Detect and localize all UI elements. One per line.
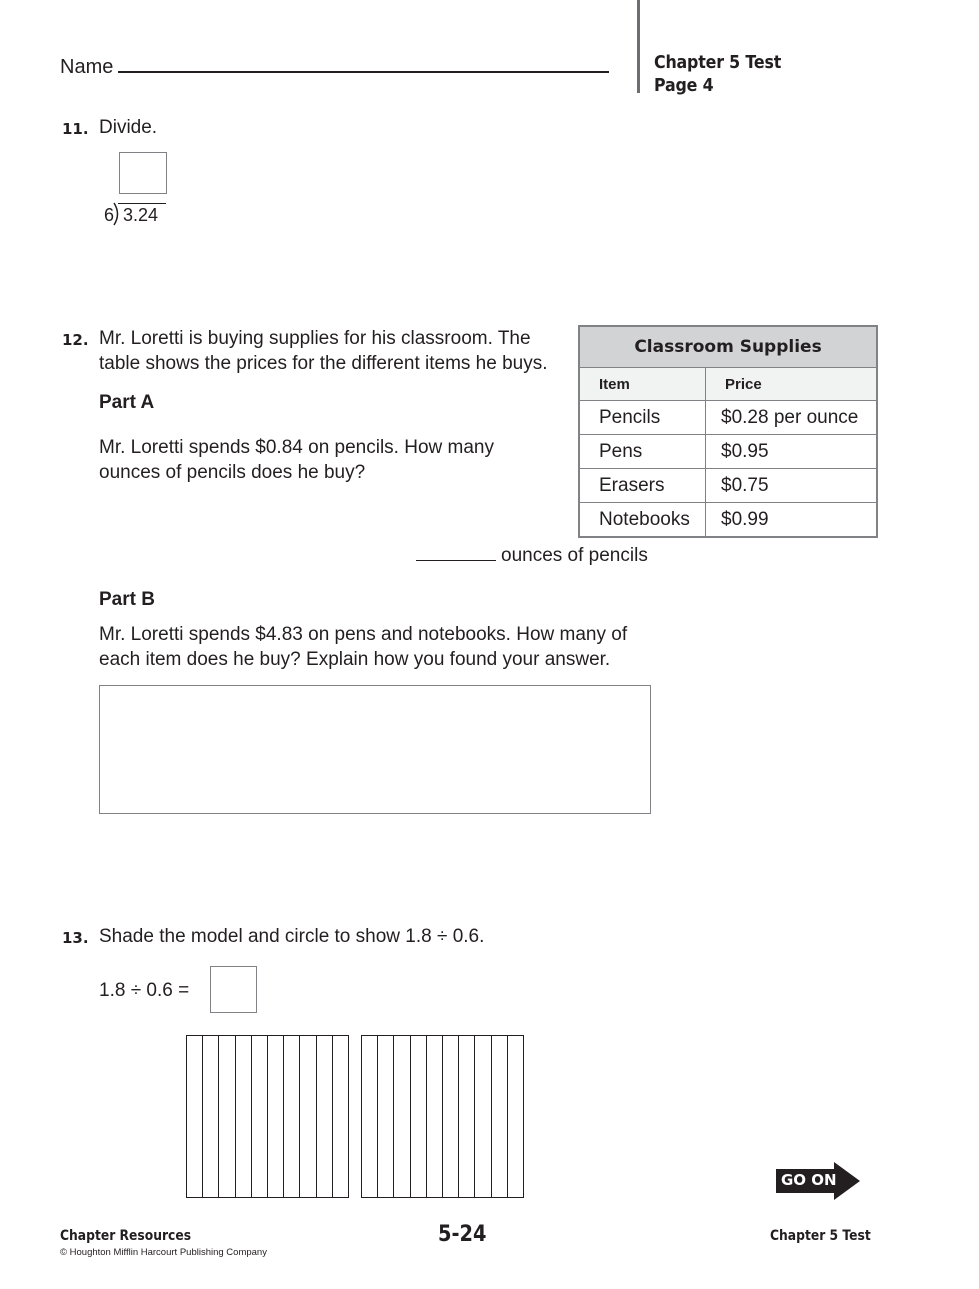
footer-copyright: © Houghton Mifflin Harcourt Publishing Company xyxy=(60,1247,267,1258)
model-column[interactable] xyxy=(492,1036,508,1197)
model-column[interactable] xyxy=(187,1036,203,1197)
model-column[interactable] xyxy=(508,1036,523,1197)
table-row xyxy=(579,469,877,503)
model-column[interactable] xyxy=(443,1036,459,1197)
part-a-title: Part A xyxy=(99,392,155,413)
part-b-line2: each item does he buy? Explain how you found your answer. xyxy=(99,649,611,670)
question-12-line1: Mr. Loretti is buying supplies for his classroom. The xyxy=(99,328,531,349)
question-11-prompt: Divide. xyxy=(99,117,158,138)
model-column[interactable] xyxy=(219,1036,235,1197)
model-column[interactable] xyxy=(203,1036,219,1197)
model-column[interactable] xyxy=(333,1036,348,1197)
q13-answer-box[interactable] xyxy=(210,966,257,1013)
q13-equation: 1.8 ÷ 0.6 = xyxy=(99,980,190,1001)
model-column[interactable] xyxy=(427,1036,443,1197)
price-cell: $0.99 xyxy=(706,503,878,538)
question-12-number: 12. xyxy=(62,331,89,349)
model-column[interactable] xyxy=(459,1036,475,1197)
model-column[interactable] xyxy=(268,1036,284,1197)
part-a-line1: Mr. Loretti spends $0.84 on pencils. How many xyxy=(99,437,494,458)
name-field[interactable] xyxy=(118,71,609,73)
table-row xyxy=(579,401,877,435)
footer-chapter-test: Chapter 5 Test xyxy=(770,1228,871,1244)
model-column[interactable] xyxy=(300,1036,316,1197)
item-cell: Pencils xyxy=(579,401,706,435)
part-b-line1: Mr. Loretti spends $4.83 on pens and notebooks. How many of xyxy=(99,624,628,645)
model-column[interactable] xyxy=(317,1036,333,1197)
name-label: Name xyxy=(60,56,114,78)
q11-divisor: 6 xyxy=(104,205,115,225)
footer-chapter-resources: Chapter Resources xyxy=(60,1228,192,1244)
item-cell: Pens xyxy=(579,435,706,469)
item-cell: Erasers xyxy=(579,469,706,503)
part-a-answer-line[interactable] xyxy=(416,560,496,561)
question-12-line2: table shows the prices for the different items he buys. xyxy=(99,353,548,374)
price-cell: $0.28 per ounce xyxy=(706,401,878,435)
part-b-title: Part B xyxy=(99,589,155,610)
part-a-line2: ounces of pencils does he buy? xyxy=(99,462,366,483)
model-column[interactable] xyxy=(411,1036,427,1197)
model-column[interactable] xyxy=(475,1036,491,1197)
model-column[interactable] xyxy=(236,1036,252,1197)
item-cell: Notebooks xyxy=(579,503,706,538)
model-column[interactable] xyxy=(394,1036,410,1197)
chapter-title: Chapter 5 Test xyxy=(654,52,782,73)
page-number: 5-24 xyxy=(438,1222,487,1247)
table-row xyxy=(579,435,877,469)
q11-answer-box[interactable] xyxy=(119,152,167,194)
decimal-model-1[interactable] xyxy=(186,1035,349,1198)
question-13-number: 13. xyxy=(62,929,89,947)
part-b-answer-box[interactable] xyxy=(99,685,651,814)
question-13-prompt: Shade the model and circle to show 1.8 ÷ 0.6. xyxy=(99,926,485,947)
header-divider xyxy=(637,0,640,93)
price-cell: $0.75 xyxy=(706,469,878,503)
q11-dividend: 3.24 xyxy=(123,205,159,225)
page-label: Page 4 xyxy=(654,75,714,96)
model-column[interactable] xyxy=(252,1036,268,1197)
column-header-item: Item xyxy=(579,368,706,401)
question-11-number: 11. xyxy=(62,120,89,138)
table-row xyxy=(579,503,877,538)
go-on-label: GO ON xyxy=(781,1171,837,1189)
table-title: Classroom Supplies xyxy=(579,326,877,368)
classroom-supplies-table xyxy=(578,325,878,538)
column-header-price: Price xyxy=(706,368,878,401)
part-a-answer-suffix: ounces of pencils xyxy=(501,545,648,566)
model-column[interactable] xyxy=(362,1036,378,1197)
price-cell: $0.95 xyxy=(706,435,878,469)
decimal-model-2[interactable] xyxy=(361,1035,524,1198)
model-column[interactable] xyxy=(378,1036,394,1197)
model-column[interactable] xyxy=(284,1036,300,1197)
